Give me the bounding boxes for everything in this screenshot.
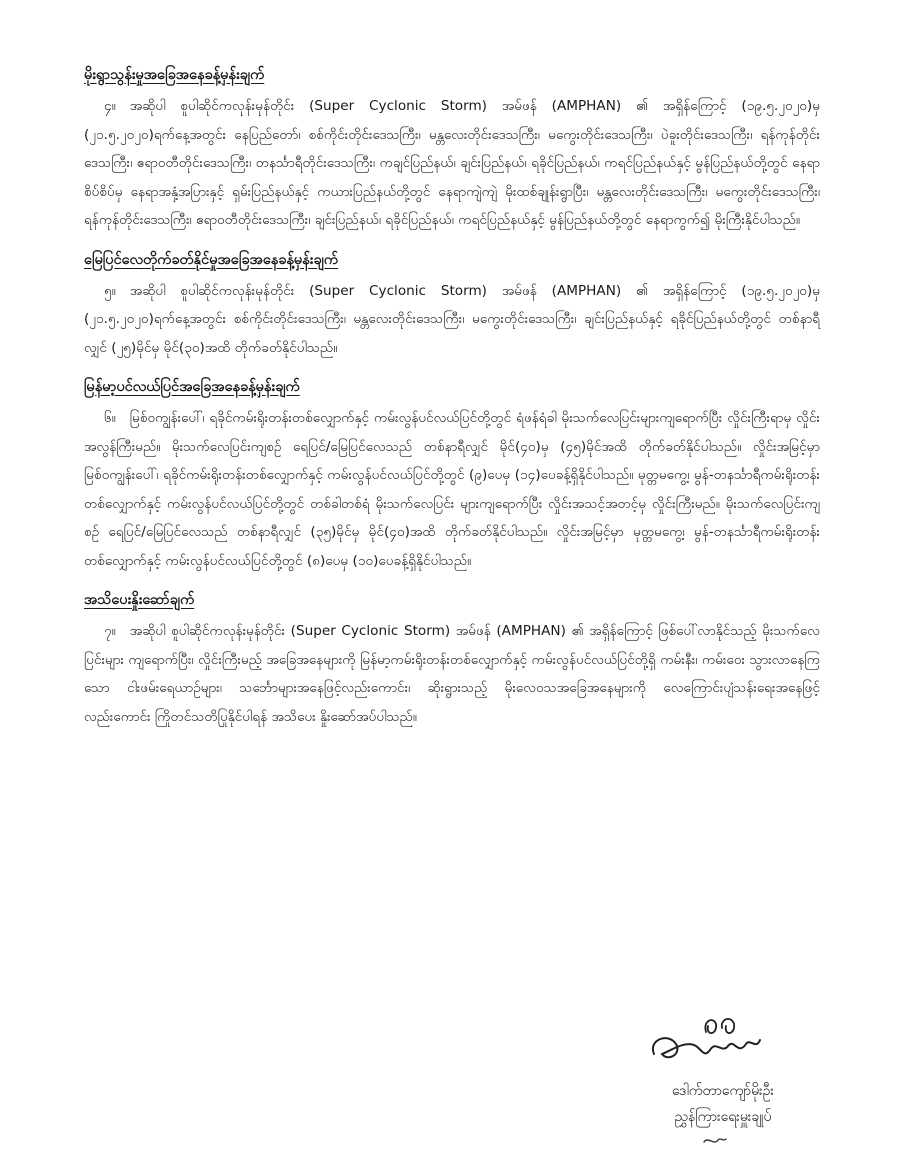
paragraph-number: ၅။ bbox=[104, 282, 116, 299]
paragraph-number: ၆။ bbox=[104, 410, 116, 426]
signature-block bbox=[618, 1010, 828, 1130]
surface-wind-forecast-section bbox=[84, 247, 820, 363]
section-paragraph bbox=[84, 404, 820, 575]
paragraph-number: ၄။ bbox=[104, 98, 116, 114]
paragraph-text: အဆိုပါ စူပါဆိုင်ကလုန်းမုန်တိုင်း (Super Cyclonic Storm) အမ်ဖန် (AMPHAN) ၏ အရှိန်ကြောင့် (၁၉.၅.၂၀၂၀)မှ (၂၁.၅.၂၀၂၀)ရက်နေ့အတွင်း စစ်ကိုင်းတိုင်းဒေသကြီး၊ မန္တလေးတိုင်းဒေသကြီး၊ မကွေးတိုင်းဒေသကြီး၊ ချင်းပြည်နယ်နှင့် ရခိုင်ပြည်နယ်တို့တွင် တစ်နာရီလျှင် (၂၅)မိုင်မှ မိုင်(၃၀)အထိ တိုက်ခတ်နိုင်ပါသည်။ bbox=[84, 282, 820, 356]
paragraph-text: အဆိုပါ စူပါဆိုင်ကလုန်းမုန်တိုင်း (Super Cyclonic Storm) အမ်ဖန် (AMPHAN) ၏ အရှိန်ကြောင့် ဖြစ်ပေါ်လာနိုင်သည့် မိုးသက်လေပြင်းများ ကျရောက်ပြီး၊ လှိုင်းကြီးမည့် အခြေအနေများကို မြန်မာ့ကမ်းရိုးတန်းတစ်လျှောက်နှင့် ကမ်းလွန်ပင်လယ်ပြင်တို့ရှိ ကမ်းနီး၊ ကမ်းဝေး သွားလာနေကြသော ငါးဖမ်းရေယာဉ်များ၊ သင်္ဘောများအနေဖြင့်လည်းကောင်း၊ ဆိုးရွားသည့် မိုးလေဝသအခြေအနေများကို လေကြောင်းပျံသန်းရေးအနေဖြင့်လည်းကောင်း ကြိုတင်သတိပြုနိုင်ပါရန် အသိပေး နှိုးဆော်အပ်ပါသည်။ bbox=[84, 623, 820, 725]
sea-condition-forecast-section bbox=[84, 374, 820, 575]
signatory-name: ဒေါက်တာကျော်မိုးဦး bbox=[671, 1083, 774, 1099]
section-heading: အသိပေးနှိုးဆော်ချက် bbox=[84, 592, 195, 608]
rainfall-forecast-section bbox=[84, 62, 820, 235]
section-heading: မိုးရွာသွန်းမှုအခြေအနေခန့်မှန်းချက် bbox=[84, 67, 265, 83]
signatory-title: ညွှန်ကြားရေးမှူးချုပ် bbox=[674, 1109, 772, 1125]
handwritten-signature bbox=[646, 1010, 766, 1072]
paragraph-text: အဆိုပါ စူပါဆိုင်ကလုန်းမုန်တိုင်း (Super Cyclonic Storm) အမ်ဖန် (AMPHAN) ၏ အရှိန်ကြောင့် (၁၉.၅.၂၀၂၀)မှ (၂၁.၅.၂၀၂၀)ရက်နေ့အတွင်း နေပြည်တော်၊ စစ်ကိုင်းတိုင်းဒေသကြီး၊ မန္တလေးတိုင်းဒေသကြီး၊ မကွေးတိုင်းဒေသကြီး၊ ပဲခူးတိုင်းဒေသကြီး၊ ရန်ကုန်တိုင်းဒေသကြီး၊ ဧရာဝတီတိုင်းဒေသကြီး၊ တနင်္သာရီတိုင်းဒေသကြီး၊ ကချင်ပြည်နယ်၊ ချင်းပြည်နယ်၊ ရခိုင်ပြည်နယ်၊ ကရင်ပြည်နယ်နှင့် မွန်ပြည်နယ်တို့တွင် နေရာစိပ်စိပ်မှ နေရာအနှံ့အပြားနှင့် ရှမ်းပြည်နယ်နှင့် ကယားပြည်နယ်တို့တွင် နေရာကျဲကျဲ မိုးထစ်ချုန်းရွာပြီး၊ မန္တလေးတိုင်းဒေသကြီး၊ မကွေးတိုင်းဒေသကြီး၊ ရန်ကုန်တိုင်းဒေသကြီး၊ ဧရာဝတီတိုင်းဒေသကြီး၊ ချင်းပြည်နယ်၊ ရခိုင်ပြည်နယ်၊ ကရင်ပြည်နယ်နှင့် မွန်ပြည်နယ်တို့တွင် နေရာကွက်၍ မိုးကြီးနိုင်ပါသည်။ bbox=[84, 98, 820, 228]
paragraph-number: ၇။ bbox=[104, 623, 116, 639]
handwritten-initial bbox=[700, 1132, 730, 1152]
advisory-section bbox=[84, 587, 820, 731]
section-paragraph bbox=[84, 617, 820, 731]
section-paragraph bbox=[84, 277, 820, 363]
section-heading: မြေပြင်လေတိုက်ခတ်နိုင်မှုအခြေအနေခန့်မှန်းချက် bbox=[84, 251, 339, 268]
section-paragraph bbox=[84, 92, 820, 235]
paragraph-text: မြစ်ဝကျွန်းပေါ်၊ ရခိုင်ကမ်းရိုးတန်းတစ်လျှောက်နှင့် ကမ်းလွန်ပင်လယ်ပြင်တို့တွင် ရံဖန်ရံခါ မိုးသက်လေပြင်းများကျရောက်ပြီး လှိုင်းကြီးရာမှ လှိုင်းအလွန်ကြီးမည်။ မိုးသက်လေပြင်းကျစဉ် ရေပြင်/မြေပြင်လေသည် တစ်နာရီလျှင် မိုင်(၄၀)မှ (၄၅)မိုင်အထိ တိုက်ခတ်နိုင်ပါသည်။ လှိုင်းအမြင့်မှာ မြစ်ဝကျွန်းပေါ်၊ ရခိုင်ကမ်းရိုးတန်းတစ်လျှောက်နှင့် ကမ်းလွန်ပင်လယ်ပြင်တို့တွင် (၉)ပေမှ (၁၄)ပေခန့်ရှိနိုင်ပါသည်။ မုတ္တမကွေ့၊ မွန်-တနင်္သာရီကမ်းရိုးတန်းတစ်လျှောက်နှင့် ကမ်းလွန်ပင်လယ်ပြင်တို့တွင် တစ်ခါတစ်ရံ မိုးသက်လေပြင်း များကျရောက်ပြီး လှိုင်းအသင့်အတင့်မှ လှိုင်းကြီးမည်။ မိုးသက်လေပြင်းကျစဉ် ရေပြင်/မြေပြင်လေသည် တစ်နာရီလျှင် (၃၅)မိုင်မှ မိုင်(၄၀)အထိ တိုက်ခတ်နိုင်ပါသည်။ လှိုင်းအမြင့်မှာ မုတ္တမကွေ့၊ မွန်-တနင်္သာရီကမ်းရိုးတန်းတစ်လျှောက်နှင့် ကမ်းလွန်ပင်လယ်ပြင်တို့တွင် (၈)ပေမှ (၁၀)ပေခန့်ရှိနိုင်ပါသည်။ bbox=[84, 410, 820, 569]
section-heading: မြန်မာ့ပင်လယ်ပြင်အခြေအနေခန့်မှန်းချက် bbox=[84, 379, 300, 395]
